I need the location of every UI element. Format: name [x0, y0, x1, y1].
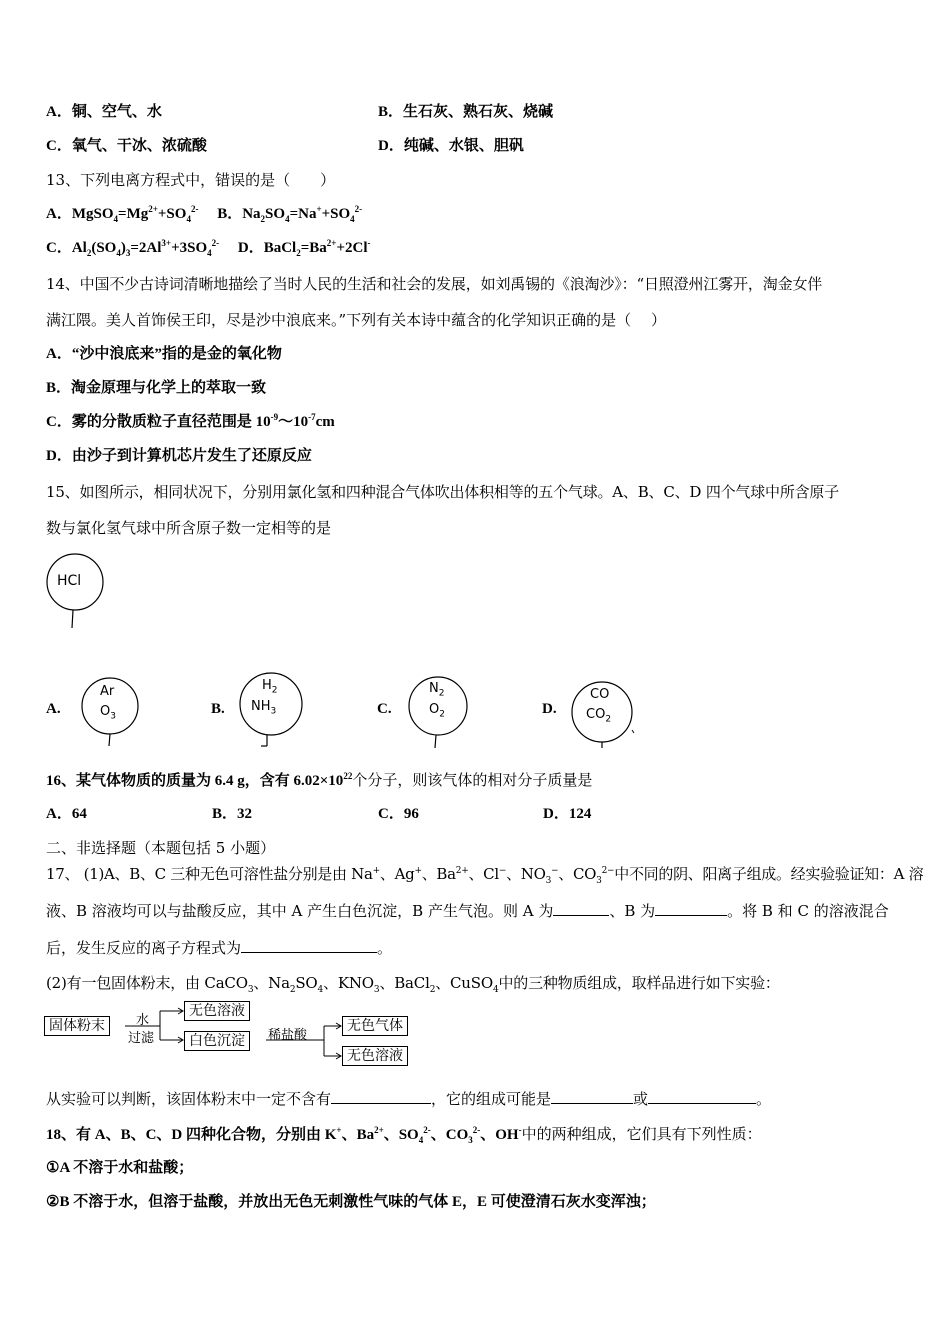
q18-property-1: ①A 不溶于水和盐酸；	[46, 1160, 194, 1176]
hcl-label: HCl	[57, 573, 82, 589]
flow-filter-label: 过滤	[128, 1031, 155, 1046]
q16-option-a: A．64	[46, 806, 87, 822]
flow-water-label: 水	[136, 1013, 150, 1028]
q17-line1: 17、 (1)A、B、C 三种无色可溶性盐分别是由 Na+、Ag+、$Ba^{2+}$、Cl−、$NO_3^-$、$CO_3^{2-}$中不同的阴、阳离子组成。经实验验证知：A 溶	[46, 865, 924, 886]
q12-option-d: D．纯碱、水银、胆矾	[378, 138, 524, 154]
balloon-b	[237, 672, 307, 750]
flow-colorless-gas: 无色气体	[342, 1016, 408, 1036]
balloon-b-line1: $H_2$	[262, 678, 278, 696]
q15-option-d-label: D.	[542, 701, 557, 717]
balloon-c-line2: $O_2$	[429, 702, 445, 720]
q16-option-b: B．32	[212, 806, 253, 822]
q17-line2: 液、B 溶液均可以与盐酸反应，其中 A 产生白色沉淀，B 产生气泡。则 A 为 、B 为 。将 B 和 C 的溶液混合	[46, 902, 889, 920]
q13-options-ab: A．$MgSO_4=Mg^{2+}+SO_4^{2-}$ B．$Na_2SO_4=Na^++SO_4^{2-}$	[46, 204, 363, 224]
q17-line3: 后，发生反应的离子方程式为 。	[46, 939, 393, 957]
answer-blank-b[interactable]	[655, 901, 727, 916]
q14-option-c: C．雾的分散质粒子直径范围是 $10^{-9}\sim 10^{-7}cm$	[46, 412, 335, 430]
balloon-a-line1: Ar	[100, 684, 115, 699]
q13-options-cd: C．$Al_2(SO_4)_3=2Al^{3+}+3SO_4^{2-}$ D．$BaCl_2=Ba^{2+}+2Cl^-$	[46, 238, 371, 258]
answer-blank-a[interactable]	[553, 901, 609, 916]
balloon-d	[568, 678, 640, 750]
q14-option-b: B．淘金原理与化学上的萃取一致	[46, 380, 267, 396]
hcl-balloon	[44, 552, 106, 632]
answer-blank-excluded[interactable]	[331, 1089, 431, 1104]
balloon-c	[406, 674, 472, 750]
flow-solid-powder: 固体粉末	[44, 1016, 110, 1036]
q15-option-c-label: C.	[377, 701, 392, 717]
q17-part2-line: (2)有一包固体粉末，由 CaCO$_3$、$Na_2SO_4$、$KNO_3$、BaCl$_2$、CuSO$_4$中的三种物质组成，取样品进行如下实验：	[46, 974, 780, 995]
q15-option-a-label: A.	[46, 701, 61, 717]
flow-colorless-solution-1: 无色溶液	[184, 1001, 250, 1021]
q13-stem: 13、下列电离方程式中，错误的是（ ）	[46, 171, 336, 189]
q15-stem-line2: 数与氯化氢气球中所含原子数一定相等的是	[46, 519, 332, 537]
flow-colorless-solution-2: 无色溶液	[342, 1046, 408, 1066]
flow-dilute-hcl-label: 稀盐酸	[268, 1028, 308, 1043]
hcl-balloon-shape	[44, 552, 106, 632]
q15-option-b-label: B.	[211, 701, 225, 717]
q16-option-c: C．96	[378, 806, 419, 822]
q12-option-b: B．生石灰、熟石灰、烧碱	[378, 104, 554, 120]
q14-stem-line2: 满江隈。美人首饰侯王印，尽是沙中浪底来。”下列有关本诗中蕴含的化学知识正确的是（ ）	[46, 311, 666, 329]
q14-option-a: A．“沙中浪底来”指的是金的氧化物	[46, 346, 282, 362]
q15-stem-line1: 15、如图所示，相同状况下，分别用氯化氢和四种混合气体吹出体积相等的五个气球。A、B、C、D 四个气球中所含原子	[46, 483, 840, 501]
answer-blank-composition-1[interactable]	[551, 1089, 633, 1104]
q12-option-a: A．铜、空气、水	[46, 104, 162, 120]
balloon-c-line1: $N_2$	[429, 681, 445, 699]
balloon-a	[80, 676, 142, 748]
balloon-b-line2: $NH_3$	[251, 699, 277, 717]
balloon-d-line2: $CO_2$	[586, 707, 612, 725]
experiment-flow-diagram	[44, 1000, 434, 1072]
q14-stem-line1: 14、中国不少古诗词清晰地描绘了当时人民的生活和社会的发展，如刘禹锡的《浪淘沙》：“日照澄州江雾开，淘金女伴	[46, 275, 823, 293]
answer-blank-composition-2[interactable]	[648, 1089, 756, 1104]
q18-stem: 18、有 A、B、C、D 四种化合物，分别由 K+、$Ba^{2+}$、$SO_4^{2-}$、$CO_3^{2-}$、OH-中的两种组成，它们具有下列性质：	[46, 1125, 762, 1145]
answer-blank-ionic-equation[interactable]	[241, 938, 377, 953]
q17-conclusion-line: 从实验可以判断，该固体粉末中一定不含有 ，它的组成可能是 或 。	[46, 1090, 772, 1108]
flow-white-precipitate: 白色沉淀	[184, 1031, 250, 1051]
q16-stem: 16、某气体物质的质量为 6.4 g，含有 $6.02\times 10^{22}$个分子，则该气体的相对分子质量是	[46, 771, 593, 789]
q18-property-2: ②B 不溶于水，但溶于盐酸，并放出无色无刺激性气味的气体 E，E 可使澄清石灰水变浑浊；	[46, 1194, 656, 1210]
section-2-heading: 二、非选择题（本题包括 5 小题）	[46, 839, 276, 857]
q16-option-d: D．124	[543, 806, 592, 822]
q14-option-d: D．由沙子到计算机芯片发生了还原反应	[46, 448, 312, 464]
balloon-a-line2: $O_3$	[100, 704, 116, 722]
balloon-d-line1: CO	[590, 687, 610, 702]
q12-option-c: C．氧气、干冰、浓硫酸	[46, 138, 207, 154]
